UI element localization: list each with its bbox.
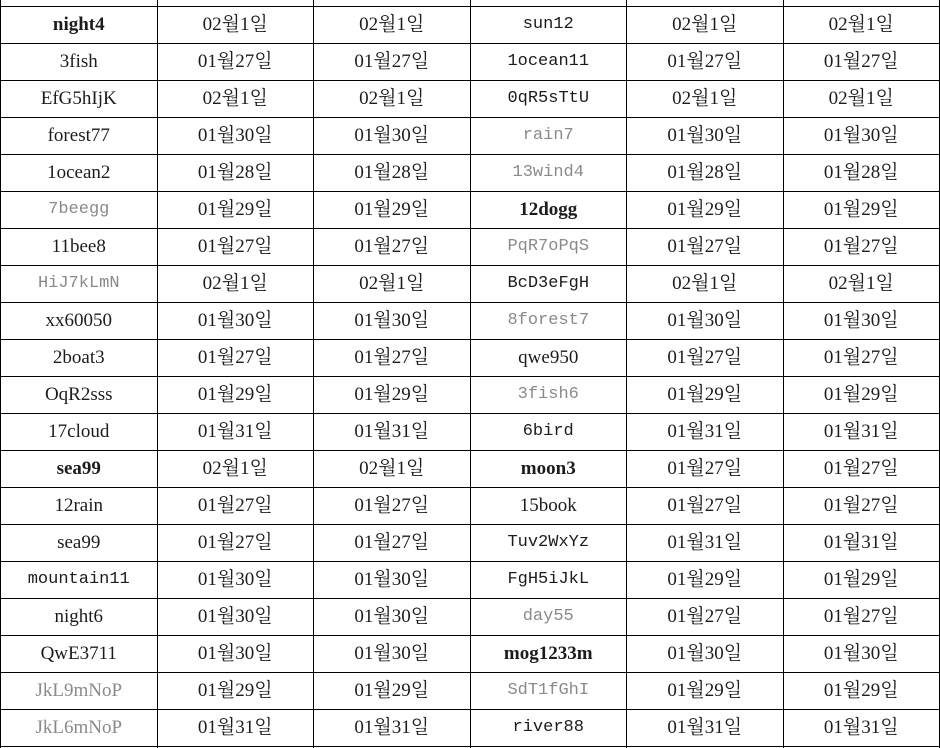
date-cell[interactable]: 01월27일 [784, 44, 940, 80]
date-cell[interactable]: 01월30일 [784, 303, 940, 339]
date-cell[interactable]: 02월1일 [784, 266, 940, 302]
date-cell[interactable]: 01월30일 [158, 636, 315, 672]
date-cell[interactable]: 01월28일 [627, 155, 784, 191]
date-cell[interactable]: 01월30일 [314, 118, 471, 154]
date-cell[interactable]: 01월27일 [314, 488, 471, 524]
username-cell[interactable]: BcD3eFgH [471, 266, 628, 302]
username-cell[interactable]: 12dogg [471, 192, 628, 228]
date-cell[interactable]: 01월29일 [158, 673, 315, 709]
username-cell[interactable]: night4 [1, 7, 158, 43]
username-cell[interactable]: JkL6mNoP [1, 710, 158, 746]
date-cell[interactable]: 01월27일 [627, 451, 784, 487]
date-cell[interactable]: 01월30일 [314, 303, 471, 339]
table-row [1, 229, 940, 266]
table-row [1, 451, 940, 488]
date-cell[interactable]: 01월30일 [314, 562, 471, 598]
username-cell[interactable]: 2boat3 [1, 340, 158, 376]
username-cell[interactable]: FgH5iJkL [471, 562, 628, 598]
date-cell[interactable]: 01월29일 [314, 673, 471, 709]
table-row [1, 155, 940, 192]
date-cell[interactable]: 01월30일 [627, 303, 784, 339]
date-cell[interactable]: 01월31일 [784, 414, 940, 450]
table-row [1, 266, 940, 303]
date-cell[interactable]: 02월1일 [158, 7, 315, 43]
date-cell[interactable]: 01월27일 [627, 44, 784, 80]
date-cell[interactable]: 01월30일 [158, 562, 315, 598]
date-cell[interactable]: 01월31일 [314, 710, 471, 746]
username-cell[interactable]: SdT1fGhI [471, 673, 628, 709]
username-cell[interactable]: 8forest7 [471, 303, 628, 339]
username-cell[interactable]: 12rain [1, 488, 158, 524]
date-cell[interactable]: 01월31일 [784, 710, 940, 746]
date-cell[interactable]: 01월27일 [314, 525, 471, 561]
date-cell[interactable]: 02월1일 [784, 81, 940, 117]
empty-cell[interactable] [471, 0, 628, 6]
table-row [1, 673, 940, 710]
date-cell[interactable]: 02월1일 [158, 81, 315, 117]
date-cell[interactable]: 02월1일 [158, 266, 315, 302]
date-cell[interactable]: 01월27일 [314, 340, 471, 376]
date-cell[interactable]: 01월27일 [784, 229, 940, 265]
username-cell[interactable]: JkL9mNoP [1, 673, 158, 709]
date-cell[interactable]: 01월30일 [314, 636, 471, 672]
date-cell[interactable]: 01월27일 [314, 229, 471, 265]
date-cell[interactable]: 02월1일 [627, 266, 784, 302]
date-cell[interactable]: 01월31일 [627, 525, 784, 561]
date-cell[interactable]: 01월27일 [784, 340, 940, 376]
table-row [1, 562, 940, 599]
empty-cell[interactable] [158, 0, 315, 6]
username-cell[interactable]: HiJ7kLmN [1, 266, 158, 302]
username-cell[interactable]: forest77 [1, 118, 158, 154]
table-row [1, 488, 940, 525]
username-cell[interactable]: night6 [1, 599, 158, 635]
date-cell[interactable]: 01월27일 [627, 599, 784, 635]
table-row [1, 377, 940, 414]
empty-cell[interactable] [314, 0, 471, 6]
username-cell[interactable]: mountain11 [1, 562, 158, 598]
username-cell[interactable]: xx60050 [1, 303, 158, 339]
date-cell[interactable]: 01월30일 [158, 118, 315, 154]
date-cell[interactable]: 01월27일 [158, 44, 315, 80]
date-cell[interactable]: 01월29일 [784, 377, 940, 413]
date-cell[interactable]: 01월30일 [784, 118, 940, 154]
username-cell[interactable]: QwE3711 [1, 636, 158, 672]
date-cell[interactable]: 01월27일 [784, 599, 940, 635]
table-row [1, 44, 940, 81]
table-row [1, 525, 940, 562]
username-cell[interactable]: qwe950 [471, 340, 628, 376]
date-cell[interactable]: 02월1일 [158, 451, 315, 487]
date-cell[interactable]: 01월29일 [784, 673, 940, 709]
date-cell[interactable]: 01월31일 [158, 710, 315, 746]
table-row [1, 81, 940, 118]
table-row [1, 414, 940, 451]
date-cell[interactable]: 01월31일 [627, 414, 784, 450]
username-cell[interactable]: 15book [471, 488, 628, 524]
username-cell[interactable]: mog1233m [471, 636, 628, 672]
empty-cell[interactable] [1, 0, 158, 6]
date-cell[interactable]: 02월1일 [314, 81, 471, 117]
username-cell[interactable]: sea99 [1, 525, 158, 561]
table-row [1, 118, 940, 155]
date-cell[interactable]: 01월30일 [158, 303, 315, 339]
username-cell[interactable]: 3fish6 [471, 377, 628, 413]
date-cell[interactable]: 01월27일 [158, 229, 315, 265]
date-cell[interactable]: 01월28일 [158, 155, 315, 191]
table-row [1, 192, 940, 229]
date-cell[interactable]: 02월1일 [784, 7, 940, 43]
date-cell[interactable]: 01월31일 [627, 710, 784, 746]
date-cell[interactable]: 01월28일 [314, 155, 471, 191]
username-cell[interactable]: 17cloud [1, 414, 158, 450]
username-cell[interactable]: 3fish [1, 44, 158, 80]
date-cell[interactable]: 01월27일 [314, 44, 471, 80]
date-cell[interactable]: 01월29일 [627, 673, 784, 709]
date-cell[interactable]: 01월29일 [158, 377, 315, 413]
date-cell[interactable]: 01월29일 [627, 192, 784, 228]
username-cell[interactable]: 1ocean11 [471, 44, 628, 80]
empty-cell[interactable] [784, 0, 940, 6]
date-cell[interactable]: 01월30일 [784, 636, 940, 672]
date-cell[interactable]: 01월30일 [158, 599, 315, 635]
username-cell[interactable]: 6bird [471, 414, 628, 450]
username-cell[interactable]: rain7 [471, 118, 628, 154]
username-cell[interactable]: OqR2sss [1, 377, 158, 413]
date-cell[interactable]: 01월29일 [314, 192, 471, 228]
table-row [1, 710, 940, 747]
date-cell[interactable]: 01월27일 [158, 525, 315, 561]
username-cell[interactable]: EfG5hIjK [1, 81, 158, 117]
partial-row-above [1, 0, 940, 7]
date-cell[interactable]: 01월27일 [627, 229, 784, 265]
table-row [1, 7, 940, 44]
date-cell[interactable]: 01월30일 [627, 118, 784, 154]
username-cell[interactable]: river88 [471, 710, 628, 746]
date-cell[interactable]: 01월30일 [627, 636, 784, 672]
table-row [1, 599, 940, 636]
date-cell[interactable]: 02월1일 [314, 7, 471, 43]
date-cell[interactable]: 01월27일 [627, 488, 784, 524]
empty-cell[interactable] [627, 0, 784, 6]
date-cell[interactable]: 01월31일 [784, 525, 940, 561]
username-cell[interactable]: moon3 [471, 451, 628, 487]
username-cell[interactable]: PqR7oPqS [471, 229, 628, 265]
date-cell[interactable]: 01월28일 [784, 155, 940, 191]
date-cell[interactable]: 02월1일 [314, 451, 471, 487]
date-cell[interactable]: 01월29일 [627, 377, 784, 413]
date-cell[interactable]: 01월27일 [158, 340, 315, 376]
date-cell[interactable]: 01월29일 [784, 192, 940, 228]
date-cell[interactable]: 01월30일 [314, 599, 471, 635]
username-cell[interactable]: 0qR5sTtU [471, 81, 628, 117]
username-cell[interactable]: 1ocean2 [1, 155, 158, 191]
username-cell[interactable]: 13wind4 [471, 155, 628, 191]
date-cell[interactable]: 02월1일 [627, 7, 784, 43]
username-cell[interactable]: 7beegg [1, 192, 158, 228]
username-cell[interactable]: 11bee8 [1, 229, 158, 265]
username-cell[interactable]: sun12 [471, 7, 628, 43]
date-cell[interactable]: 01월27일 [627, 340, 784, 376]
date-cell[interactable]: 02월1일 [314, 266, 471, 302]
date-cell[interactable]: 01월31일 [314, 414, 471, 450]
date-cell[interactable]: 02월1일 [627, 81, 784, 117]
table-row [1, 636, 940, 673]
date-cell[interactable]: 01월27일 [784, 451, 940, 487]
date-cell[interactable]: 01월29일 [314, 377, 471, 413]
date-cell[interactable]: 01월31일 [158, 414, 315, 450]
username-cell[interactable]: sea99 [1, 451, 158, 487]
date-cell[interactable]: 01월29일 [784, 562, 940, 598]
username-cell[interactable]: Tuv2WxYz [471, 525, 628, 561]
table-row [1, 303, 940, 340]
table-row [1, 340, 940, 377]
date-cell[interactable]: 01월29일 [627, 562, 784, 598]
username-cell[interactable]: day55 [471, 599, 628, 635]
date-cell[interactable]: 01월27일 [784, 488, 940, 524]
date-cell[interactable]: 01월27일 [158, 488, 315, 524]
date-cell[interactable]: 01월29일 [158, 192, 315, 228]
